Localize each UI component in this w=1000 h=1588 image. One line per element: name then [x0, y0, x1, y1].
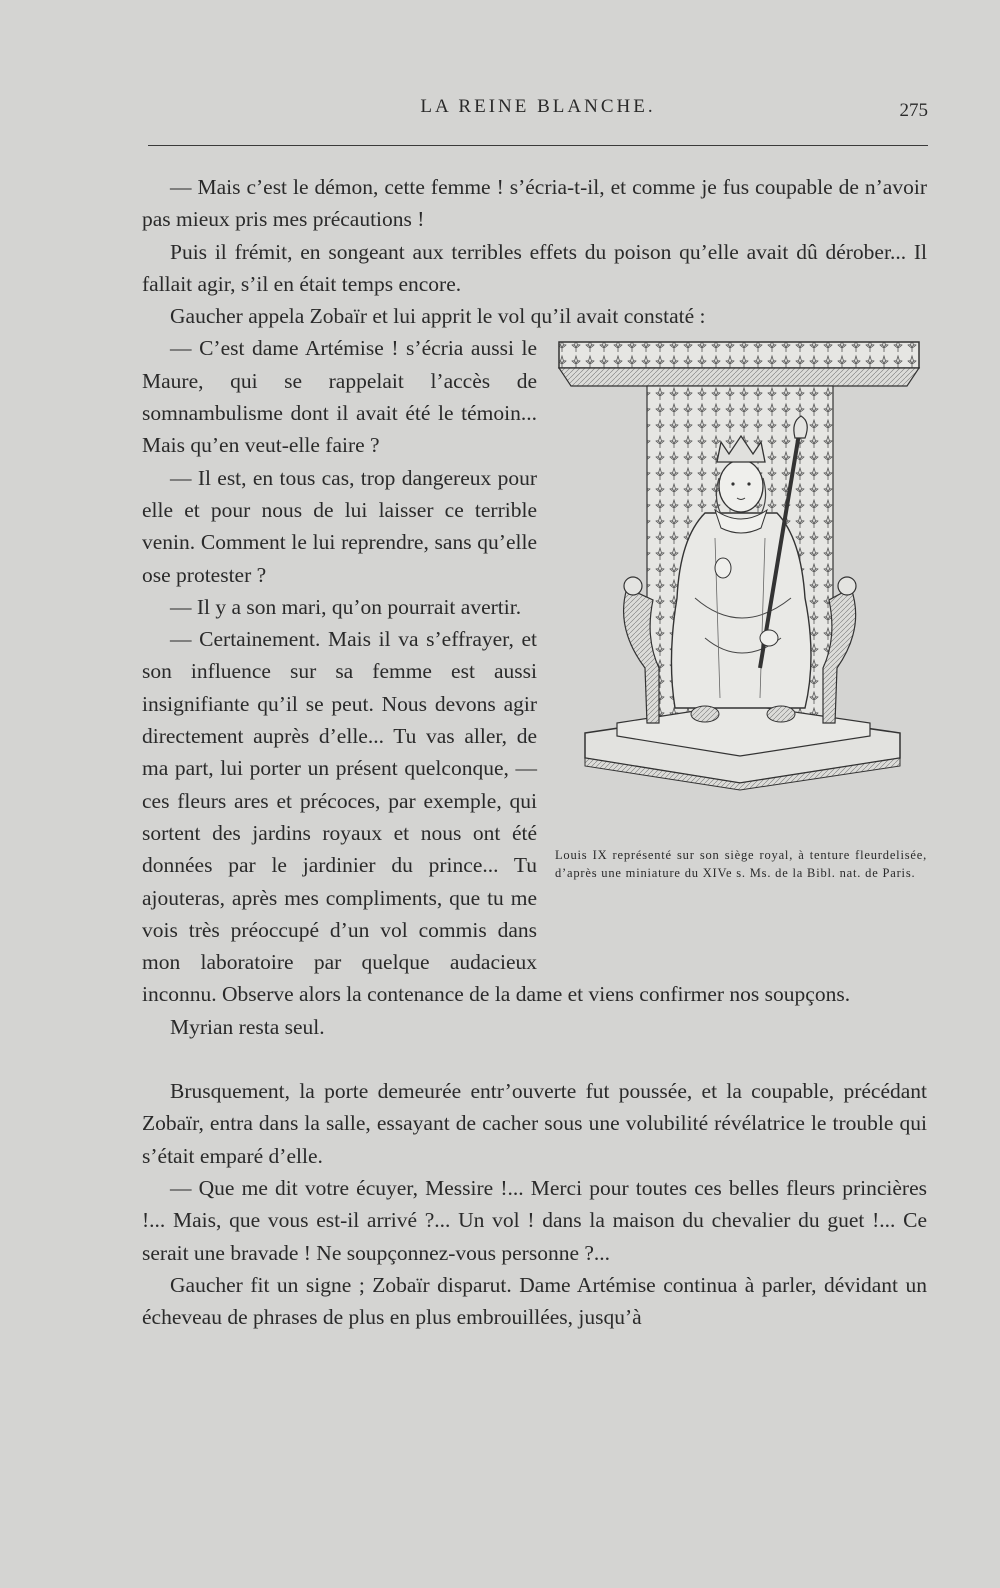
paragraph: — Certainement. Mais il va s’effrayer, et son influence sur sa femme est aussi insignifiante qu’il se peut. Nous devons agir directement auprès d’elle... Tu vas aller, de ma part, lui porter un présent quelconque, — ces fleurs ares et précoces, par exemple, qui sortent des jardins royaux et nous ont été données par le jardinier du prince... Tu ajouteras, après mes compliments, que tu me vois très préoccupé d’un vol commis dans mon laboratoire par quelque audacieux inconnu. Observe alors la contenance de la dame et viens confirmer nos soupçons.: [142, 627, 851, 1007]
figure-caption: Louis IX représenté sur son siège royal, à tenture fleurdelisée, d’après une miniature du XIVe s. Ms. de la Bibl. nat. de Paris.: [555, 848, 927, 881]
illustration-figure: [555, 338, 927, 950]
header-rule: [148, 145, 928, 146]
paragraph: Brusquement, la porte demeurée entr’ouverte fut poussée, et la coupable, précédant Zobaïr, entra dans la salle, essayant de cacher sous une volubilité révélatrice le trouble qui s’était emparé d’elle.: [142, 1079, 927, 1168]
paragraph: — Que me dit votre écuyer, Messire !... Merci pour toutes ces belles fleurs princières !... Mais, que vous est-il arrivé ?... Un vol ! dans la maison du chevalier du guet !... Ce serait une bravade ! Ne soupçonnez-vous personne ?...: [142, 1175, 927, 1265]
paragraph: Gaucher appela Zobaïr et lui apprit le vol qu’il avait constaté :: [170, 304, 706, 329]
page-number: 275: [899, 100, 928, 121]
body-text: [142, 171, 927, 1333]
running-title: LA REINE BLANCHE.: [420, 96, 656, 117]
throne-illustration: [555, 338, 927, 838]
paragraph: — Il y a son mari, qu’on pourrait avertir.: [170, 594, 522, 619]
paragraph: Gaucher fit un signe ; Zobaïr disparut. Dame Artémise continua à parler, dévidant un écheveau de phrases de plus en plus embrouillées, jusqu’à: [142, 1272, 927, 1330]
paragraph: Myrian resta seul.: [170, 1014, 325, 1039]
paragraph: — Mais c’est le démon, cette femme ! s’écria-t-il, et comme je fus coupable de n’avoir pas mieux pris mes précautions !: [142, 175, 927, 232]
paragraph: — Il est, en tous cas, trop dangereux pour elle et pour nous de lui laisser ce terrible venin. Comment le lui reprendre, sans qu’elle ose protester ?: [142, 465, 537, 587]
paragraph: Puis il frémit, en songeant aux terribles effets du poison qu’elle avait dû dérober... Il fallait agir, s’il en était temps encore.: [142, 239, 927, 296]
paragraph: — C’est dame Artémise ! s’écria aussi le Maure, qui se rappelait l’accès de somnambulisme dont il avait été le témoin... Mais qu’en veut-elle faire ?: [142, 336, 537, 458]
